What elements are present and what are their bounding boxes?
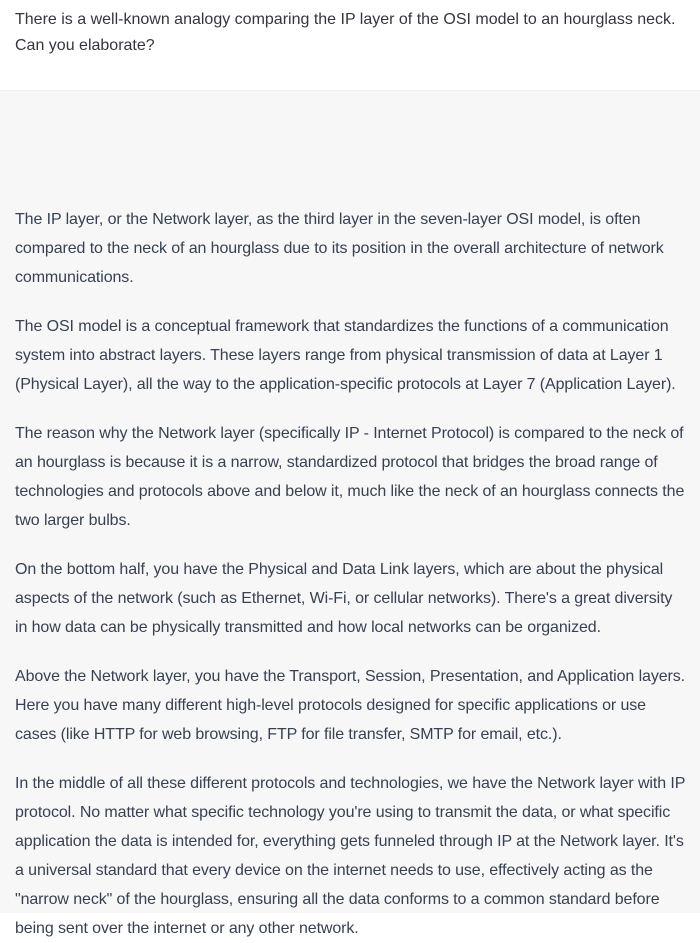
assistant-message (0, 91, 700, 937)
assistant-paragraph-5: Above the Network layer, you have the Transport, Session, Presentation, and Application layers. Here you have many different high-level protocols designed for specific applications or use cases (like HTTP for web browsing, FTP for file transfer, SMTP for email, etc.). (15, 668, 686, 743)
user-message-text: There is a well-known analogy comparing the IP layer of the OSI model to an hourglass neck. Can you elaborate? (15, 11, 676, 54)
assistant-paragraph-1: The IP layer, or the Network layer, as the third layer in the seven-layer OSI model, is often compared to the neck of an hourglass due to its position in the overall architecture of network communications. (15, 211, 664, 286)
assistant-paragraph-4: On the bottom half, you have the Physical and Data Link layers, which are about the physical aspects of the network (such as Ethernet, Wi-Fi, or cellular networks). There's a great diversity in how data can be physically transmitted and how local networks can be organized. (15, 561, 673, 636)
assistant-paragraph-3: The reason why the Network layer (specifically IP - Internet Protocol) is compared to the neck of an hourglass is because it is a narrow, standardized protocol that bridges the broad range of technologies and protocols above and below it, much like the neck of an hourglass connects the two larger bulbs. (15, 425, 685, 529)
assistant-paragraph-6: In the middle of all these different protocols and technologies, we have the Network layer with IP protocol. No matter what specific technology you're using to transmit the data, or what specific application the data is intended for, everything gets funneled through IP at the Network layer. It's a universal standard that every device on the internet needs to use, effectively acting as the "narrow neck" of the hourglass, ensuring all the data conforms to a common standard before being sent over the internet or any other network. (15, 775, 685, 937)
assistant-paragraph-2: The OSI model is a conceptual framework that standardizes the functions of a communication system into abstract layers. These layers range from physical transmission of data at Layer 1 (Physical Layer), all the way to the application-specific protocols at Layer 7 (Application Layer). (15, 318, 676, 393)
user-message (0, 0, 700, 91)
